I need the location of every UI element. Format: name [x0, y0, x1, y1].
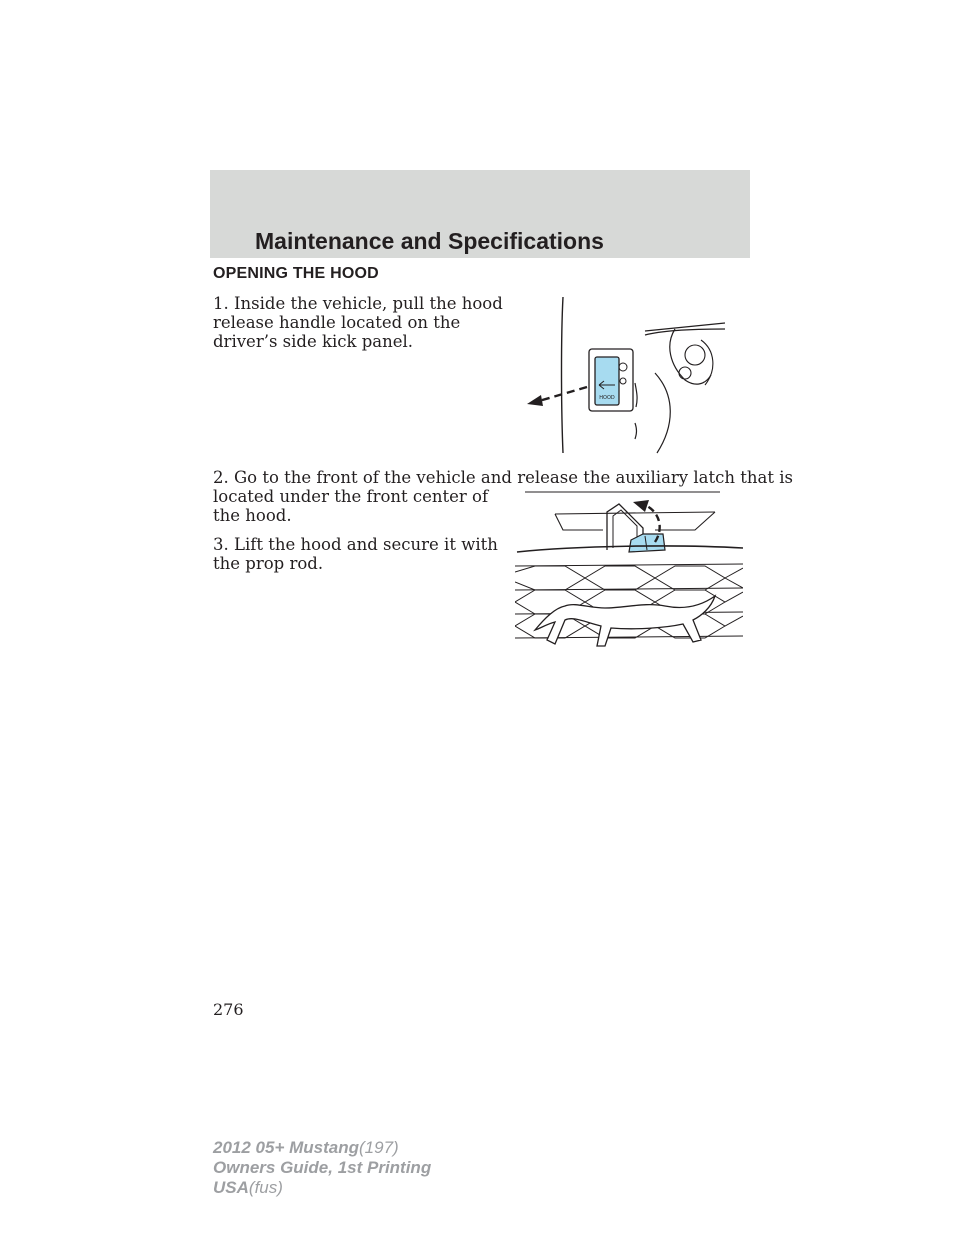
- footer-market-code: (fus): [248, 1178, 283, 1197]
- footer-line-3: [213, 1178, 431, 1198]
- heading-opening-the-hood: OPENING THE HOOD: [213, 265, 379, 282]
- step-1-text: 1. Inside the vehicle, pull the hood release handle located on the driver’s side kick panel.: [213, 294, 503, 351]
- step-2-text-rest: located under the front center of the hood.: [213, 487, 489, 525]
- footer-model-code: (197): [359, 1138, 399, 1157]
- hood-label: HOOD: [599, 395, 615, 401]
- footer-model: 2012 05+ Mustang: [213, 1138, 359, 1157]
- hood-release-illustration: [525, 295, 725, 455]
- print-footer: [213, 1138, 431, 1198]
- section-title: Maintenance and Specifications: [255, 228, 604, 254]
- step-2-text-line-1: 2. Go to the front of the vehicle and release the auxiliary latch that is: [213, 468, 793, 487]
- footer-line-1: [213, 1138, 431, 1158]
- page-number: 276: [213, 1000, 244, 1019]
- pull-arrow-icon: [527, 395, 543, 406]
- footer-market: USA: [213, 1178, 249, 1197]
- auxiliary-latch-illustration: [515, 490, 743, 655]
- step-3-text: 3. Lift the hood and secure it with the prop rod.: [213, 535, 498, 573]
- footer-line-2: Owners Guide, 1st Printing: [213, 1158, 432, 1177]
- release-arrow-icon: [633, 500, 649, 512]
